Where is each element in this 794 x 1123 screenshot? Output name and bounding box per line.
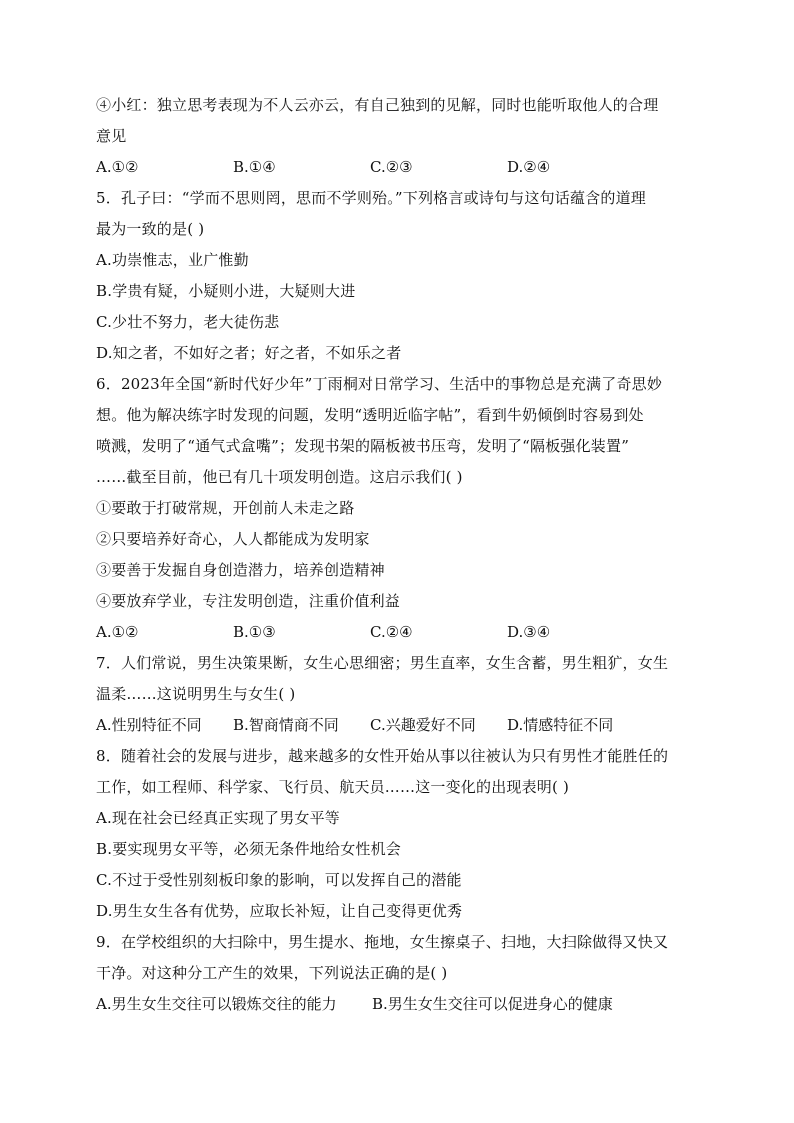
question-text: 意见 — [96, 127, 127, 145]
question-text: ④小红：独立思考表现为不人云亦云，有自己独到的见解，同时也能听取他人的合理 — [96, 96, 659, 114]
answer-options — [96, 989, 706, 1020]
question-8 — [96, 741, 706, 927]
question-text: 干净。对这种分工产生的效果，下列说法正确的是( ) — [96, 964, 448, 982]
option-b: B.智商情商不同 — [233, 716, 339, 734]
statement-1: ①要敢于打破常规，开创前人未走之路 — [96, 499, 355, 517]
answer-options — [96, 710, 706, 741]
question-text: 8．随着社会的发展与进步，越来越多的女性开始从事以往被认为只有男性才能胜任的 — [96, 747, 669, 765]
option-b: B.①④ — [233, 158, 276, 176]
option-d: D.情感特征不同 — [507, 716, 614, 734]
question-text: 温柔……这说明男生与女生( ) — [96, 685, 296, 703]
option-c: C.②③ — [370, 158, 413, 176]
option-b: B.男生女生交往可以促进身心的健康 — [372, 995, 613, 1013]
option-c: C.不过于受性别刻板印象的影响，可以发挥自己的潜能 — [96, 871, 462, 889]
option-c: C.②④ — [370, 623, 413, 641]
option-c: C.少壮不努力，老大徒伤悲 — [96, 313, 280, 331]
option-a: A.现在社会已经真正实现了男女平等 — [96, 809, 341, 827]
option-a: A.功崇惟志，业广惟勤 — [96, 251, 249, 269]
option-b: B.学贵有疑，小疑则小进，大疑则大进 — [96, 282, 356, 300]
question-text: 6．2023年全国“新时代好少年”丁雨桐对日常学习、生活中的事物总是充满了奇思妙 — [96, 375, 663, 393]
question-4-tail — [96, 90, 706, 183]
question-text: 想。他为解决练字时发现的问题，发明“透明近临字帖”，看到牛奶倾倒时容易到处 — [96, 406, 644, 424]
option-d: D.②④ — [507, 158, 551, 176]
option-a: A.①② — [96, 158, 139, 176]
question-5 — [96, 183, 706, 369]
option-a: A.①② — [96, 623, 139, 641]
statement-4: ④要放弃学业，专注发明创造，注重价值利益 — [96, 592, 401, 610]
question-text: 5．孔子曰：“学而不思则罔，思而不学则殆。”下列格言或诗句与这句话蕴含的道理 — [96, 189, 646, 207]
question-text: 工作，如工程师、科学家、飞行员、航天员……这一变化的出现表明( ) — [96, 778, 570, 796]
option-b: B.①③ — [233, 623, 276, 641]
option-a: A.男生女生交往可以锻炼交往的能力 — [96, 995, 337, 1013]
option-a: A.性别特征不同 — [96, 716, 202, 734]
question-text: ……截至目前，他已有几十项发明创造。这启示我们( ) — [96, 468, 463, 486]
statement-3: ③要善于发掘自身创造潜力，培养创造精神 — [96, 561, 385, 579]
answer-options — [96, 617, 706, 648]
question-text: 喷溅，发明了“通气式盒嘴”；发现书架的隔板被书压弯，发明了“隔板强化装置” — [96, 437, 630, 455]
answer-options — [96, 152, 706, 183]
question-text: 9．在学校组织的大扫除中，男生提水、拖地，女生擦桌子、扫地，大扫除做得又快又 — [96, 933, 669, 951]
question-text: 7．人们常说，男生决策果断，女生心思细密；男生直率，女生含蓄，男生粗犷，女生 — [96, 654, 669, 672]
option-d: D.③④ — [507, 623, 551, 641]
question-text: 最为一致的是( ) — [96, 220, 205, 238]
option-d: D.知之者，不如好之者；好之者，不如乐之者 — [96, 344, 402, 362]
statement-2: ②只要培养好奇心，人人都能成为发明家 — [96, 530, 370, 548]
option-b: B.要实现男女平等，必须无条件地给女性机会 — [96, 840, 401, 858]
question-7 — [96, 648, 706, 741]
question-6 — [96, 369, 706, 648]
exam-page — [96, 90, 706, 1020]
option-d: D.男生女生各有优势，应取长补短，让自己变得更优秀 — [96, 902, 463, 920]
question-9 — [96, 927, 706, 1020]
option-c: C.兴趣爱好不同 — [370, 716, 476, 734]
